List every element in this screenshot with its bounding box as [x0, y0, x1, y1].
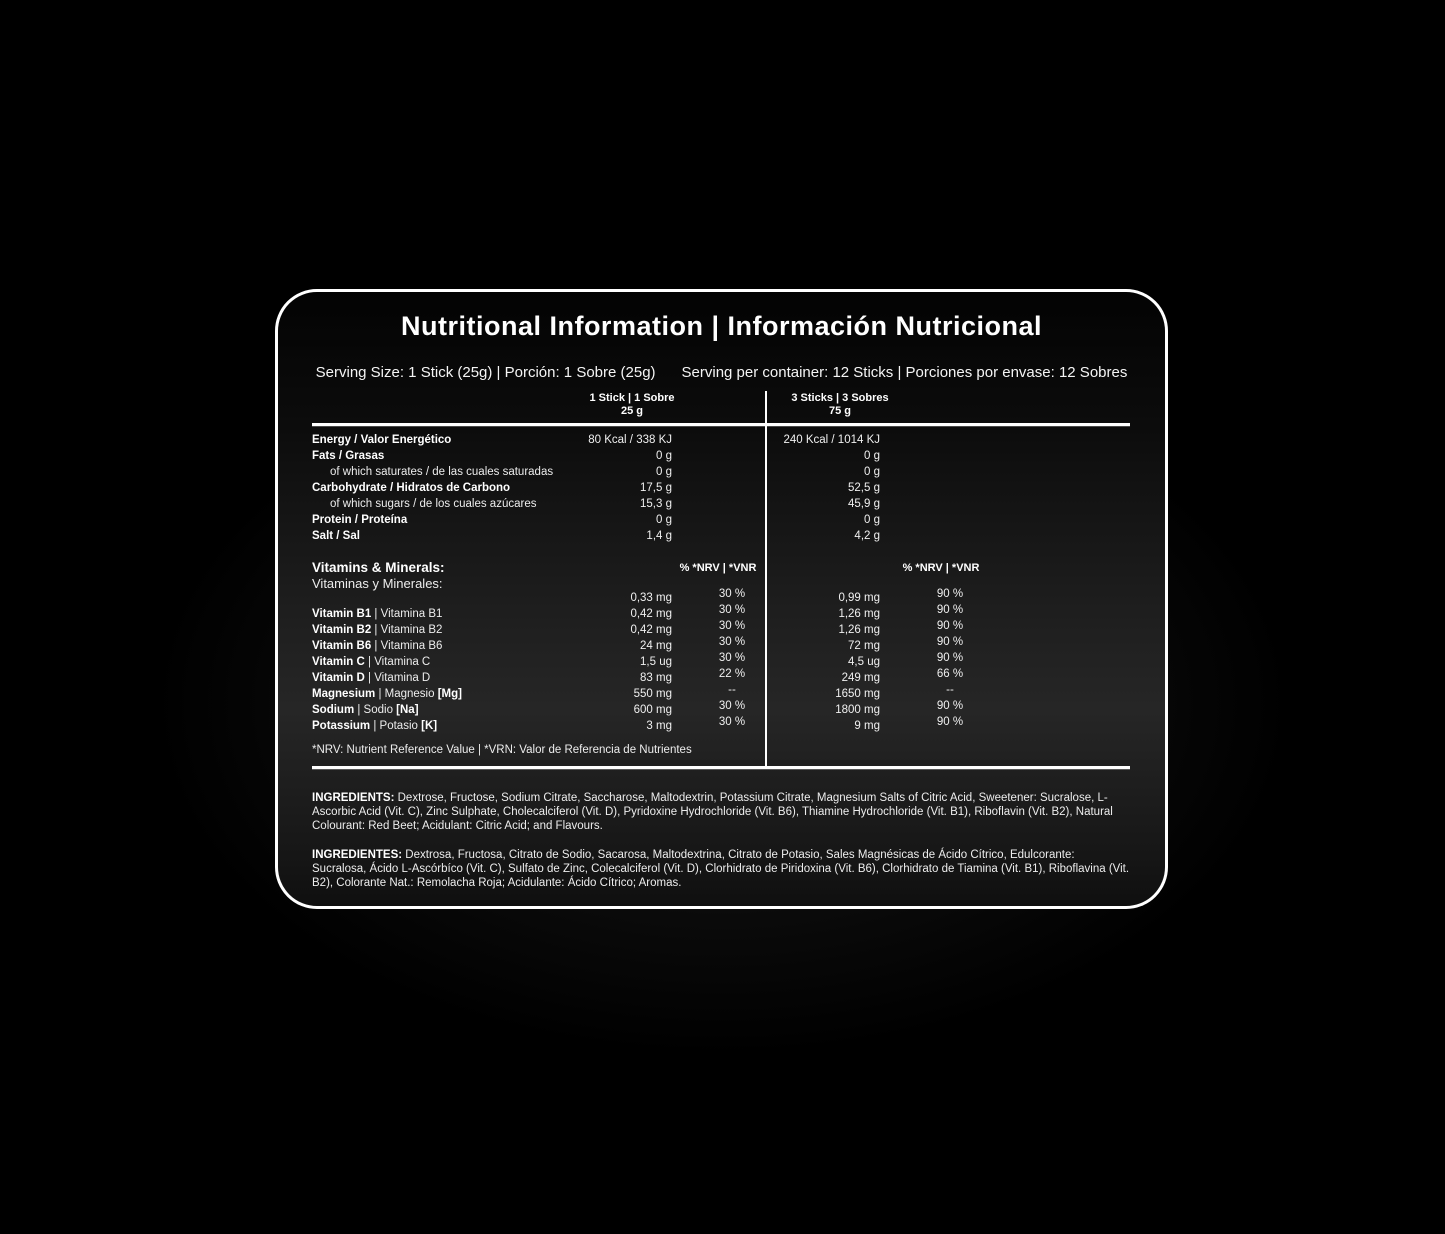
- vitamins-heading-en: Vitamins & Minerals:: [312, 560, 445, 575]
- vitamin-rows: [312, 590, 1130, 734]
- nrv-percent-per-3-sticks: 90 %: [936, 636, 964, 648]
- value-per-3-sticks: 240 Kcal / 1014 KJ: [783, 434, 880, 446]
- value-per-stick: 1,4 g: [646, 530, 672, 542]
- amount-per-3-sticks: 0,99 mg: [838, 592, 880, 604]
- amount-per-3-sticks: 1800 mg: [835, 704, 880, 716]
- ingredients-en-label: INGREDIENTS:: [312, 791, 395, 804]
- value-per-3-sticks: 45,9 g: [848, 498, 880, 510]
- nrv-percent-per-stick: 30 %: [718, 604, 746, 616]
- vitamin-label: Vitamin D | Vitamina D: [312, 672, 431, 684]
- nrv-percent-per-stick: 22 %: [718, 668, 746, 680]
- column-header-3-sticks: [730, 392, 950, 418]
- vitamin-label: Vitamin B2 | Vitamina B2: [312, 624, 443, 636]
- column-header-1-name: 1 Stick | 1 Sobre: [589, 392, 675, 404]
- value-per-stick: 0 g: [656, 450, 672, 462]
- nrv-header-col1: % *NRV | *VNR: [679, 562, 757, 574]
- nrv-percent-per-3-sticks: --: [946, 684, 954, 696]
- amount-per-3-sticks: 4,5 ug: [848, 656, 880, 668]
- nutrient-row: [312, 528, 1130, 544]
- nutrient-row: [312, 448, 1130, 464]
- label-title: Nutritional Information | Información Nutricional: [400, 311, 1043, 341]
- nutrient-label: of which saturates / de las cuales saturadas: [330, 466, 554, 478]
- vitamin-row: [312, 718, 1130, 734]
- amount-per-3-sticks: 1,26 mg: [838, 608, 880, 620]
- nutrient-row: [312, 480, 1130, 496]
- amount-per-3-sticks: 249 mg: [841, 672, 880, 684]
- amount-per-stick: 0,42 mg: [630, 624, 672, 636]
- column-header-2-name: 3 Sticks | 3 Sobres: [791, 392, 889, 404]
- nrv-percent-per-3-sticks: 90 %: [936, 652, 964, 664]
- amount-per-stick: 83 mg: [640, 672, 672, 684]
- nrv-percent-per-3-sticks: 90 %: [936, 620, 964, 632]
- nutrient-label: Protein / Proteína: [312, 514, 408, 526]
- nrv-percent-per-3-sticks: 90 %: [936, 700, 964, 712]
- column-header-2-amount: 75 g: [828, 405, 851, 417]
- value-per-stick: 17,5 g: [640, 482, 672, 494]
- header-separator-line: [312, 423, 1130, 426]
- value-per-stick: 0 g: [656, 466, 672, 478]
- amount-per-3-sticks: 9 mg: [854, 720, 880, 732]
- servings-per-container: Serving per container: 12 Sticks | Porciones por envase: 12 Sobres: [681, 364, 1128, 381]
- vitamin-label: Magnesium | Magnesio [Mg]: [312, 688, 462, 700]
- value-per-3-sticks: 0 g: [864, 450, 880, 462]
- vitamins-heading-es: Vitaminas y Minerales:: [312, 576, 443, 591]
- nrv-percent-per-3-sticks: 66 %: [936, 668, 964, 680]
- amount-per-stick: 0,42 mg: [630, 608, 672, 620]
- nutrient-row: [312, 464, 1130, 480]
- nutrient-row: [312, 432, 1130, 448]
- nrv-percent-per-stick: --: [728, 684, 736, 696]
- value-per-3-sticks: 0 g: [864, 514, 880, 526]
- vitamin-label: Vitamin B6 | Vitamina B6: [312, 640, 443, 652]
- nrv-percent-per-stick: 30 %: [718, 652, 746, 664]
- nutrient-row: [312, 512, 1130, 528]
- vitamin-label: Potassium | Potasio [K]: [312, 720, 438, 732]
- nutrition-table: [312, 292, 1130, 906]
- nrv-percent-per-stick: 30 %: [718, 620, 746, 632]
- nrv-percent-per-3-sticks: 90 %: [936, 604, 964, 616]
- vitamin-label: Vitamin B1 | Vitamina B1: [312, 608, 443, 620]
- amount-per-stick: 0,33 mg: [630, 592, 672, 604]
- nrv-percent-per-3-sticks: 90 %: [936, 588, 964, 600]
- amount-per-3-sticks: 1650 mg: [835, 688, 880, 700]
- amount-per-stick: 600 mg: [633, 704, 672, 716]
- nrv-percent-per-3-sticks: 90 %: [936, 716, 964, 728]
- nutrient-label: Fats / Grasas: [312, 450, 385, 462]
- nutrition-label-card: [275, 289, 1168, 909]
- table-bottom-line: [312, 766, 1130, 769]
- nutrient-label: Carbohydrate / Hidratos de Carbono: [312, 482, 511, 494]
- value-per-3-sticks: 0 g: [864, 466, 880, 478]
- nrv-percent-per-stick: 30 %: [718, 716, 746, 728]
- value-per-stick: 80 Kcal / 338 KJ: [588, 434, 672, 446]
- vitamin-label: Sodium | Sodio [Na]: [312, 704, 419, 716]
- column-header-1-amount: 25 g: [620, 405, 643, 417]
- nrv-percent-per-stick: 30 %: [718, 636, 746, 648]
- ingredients-english: [312, 791, 1130, 833]
- ingredients-en-text: Dextrose, Fructose, Sodium Citrate, Saccharose, Maltodextrin, Potassium Citrate, Magnesium Salts of Citric Acid, Sweetener: Sucralose, L-Ascorbic Acid (Vit. C), Zinc Sulphate, Cholecalciferol (Vit. D), Pyridoxine Hydrochloride (Vit. B6), Thiamine Hydrochloride (Vit. B1), Riboflavin (Vit. B2), Natural Colourant: Red Beet; Acidulant: Citric Acid; and Flavours.: [312, 791, 1113, 832]
- amount-per-stick: 3 mg: [646, 720, 672, 732]
- nutrient-label: Salt / Sal: [312, 530, 360, 542]
- nrv-percent-per-stick: 30 %: [718, 588, 746, 600]
- nutrient-label: Energy / Valor Energético: [312, 434, 452, 446]
- nutrient-row: [312, 496, 1130, 512]
- nrv-percent-per-stick: 30 %: [718, 700, 746, 712]
- nrv-footnote: *NRV: Nutrient Reference Value | *VRN: Valor de Referencia de Nutrientes: [312, 744, 692, 756]
- nutrient-rows: [312, 432, 1130, 544]
- column-header-1-stick: [522, 392, 742, 418]
- ingredients-es-label: INGREDIENTES:: [312, 848, 403, 861]
- value-per-stick: 15,3 g: [640, 498, 672, 510]
- amount-per-stick: 24 mg: [640, 640, 672, 652]
- vitamin-label: Vitamin C | Vitamina C: [312, 656, 431, 668]
- value-per-3-sticks: 52,5 g: [848, 482, 880, 494]
- amount-per-3-sticks: 72 mg: [848, 640, 880, 652]
- serving-size: Serving Size: 1 Stick (25g) | Porción: 1 Sobre (25g): [315, 364, 656, 381]
- amount-per-stick: 550 mg: [633, 688, 672, 700]
- value-per-3-sticks: 4,2 g: [854, 530, 880, 542]
- ingredients-spanish: [312, 848, 1130, 890]
- amount-per-3-sticks: 1,26 mg: [838, 624, 880, 636]
- value-per-stick: 0 g: [656, 514, 672, 526]
- nrv-header-col2: % *NRV | *VNR: [902, 562, 980, 574]
- amount-per-stick: 1,5 ug: [640, 656, 672, 668]
- nutrient-label: of which sugars / de los cuales azúcares: [330, 498, 537, 510]
- vitamins-heading: [312, 560, 445, 592]
- ingredients-es-text: Dextrosa, Fructosa, Citrato de Sodio, Sacarosa, Maltodextrina, Citrato de Potasio, Sales Magnésicas de Ácido Cítrico, Edulcorante: Sucralosa, Ácido L-Ascórbíco (Vit. C), Sulfato de Zinc, Colecalciferol (Vit. D), Clorhidrato de Piridoxina (Vit. B6), Clorhidrato de Tiamina (Vit. B1), Riboflavina (Vit. B2), Colorante Nat.: Remolacha Roja; Acidulante: Ácido Cítrico; Aromas.: [312, 848, 1130, 889]
